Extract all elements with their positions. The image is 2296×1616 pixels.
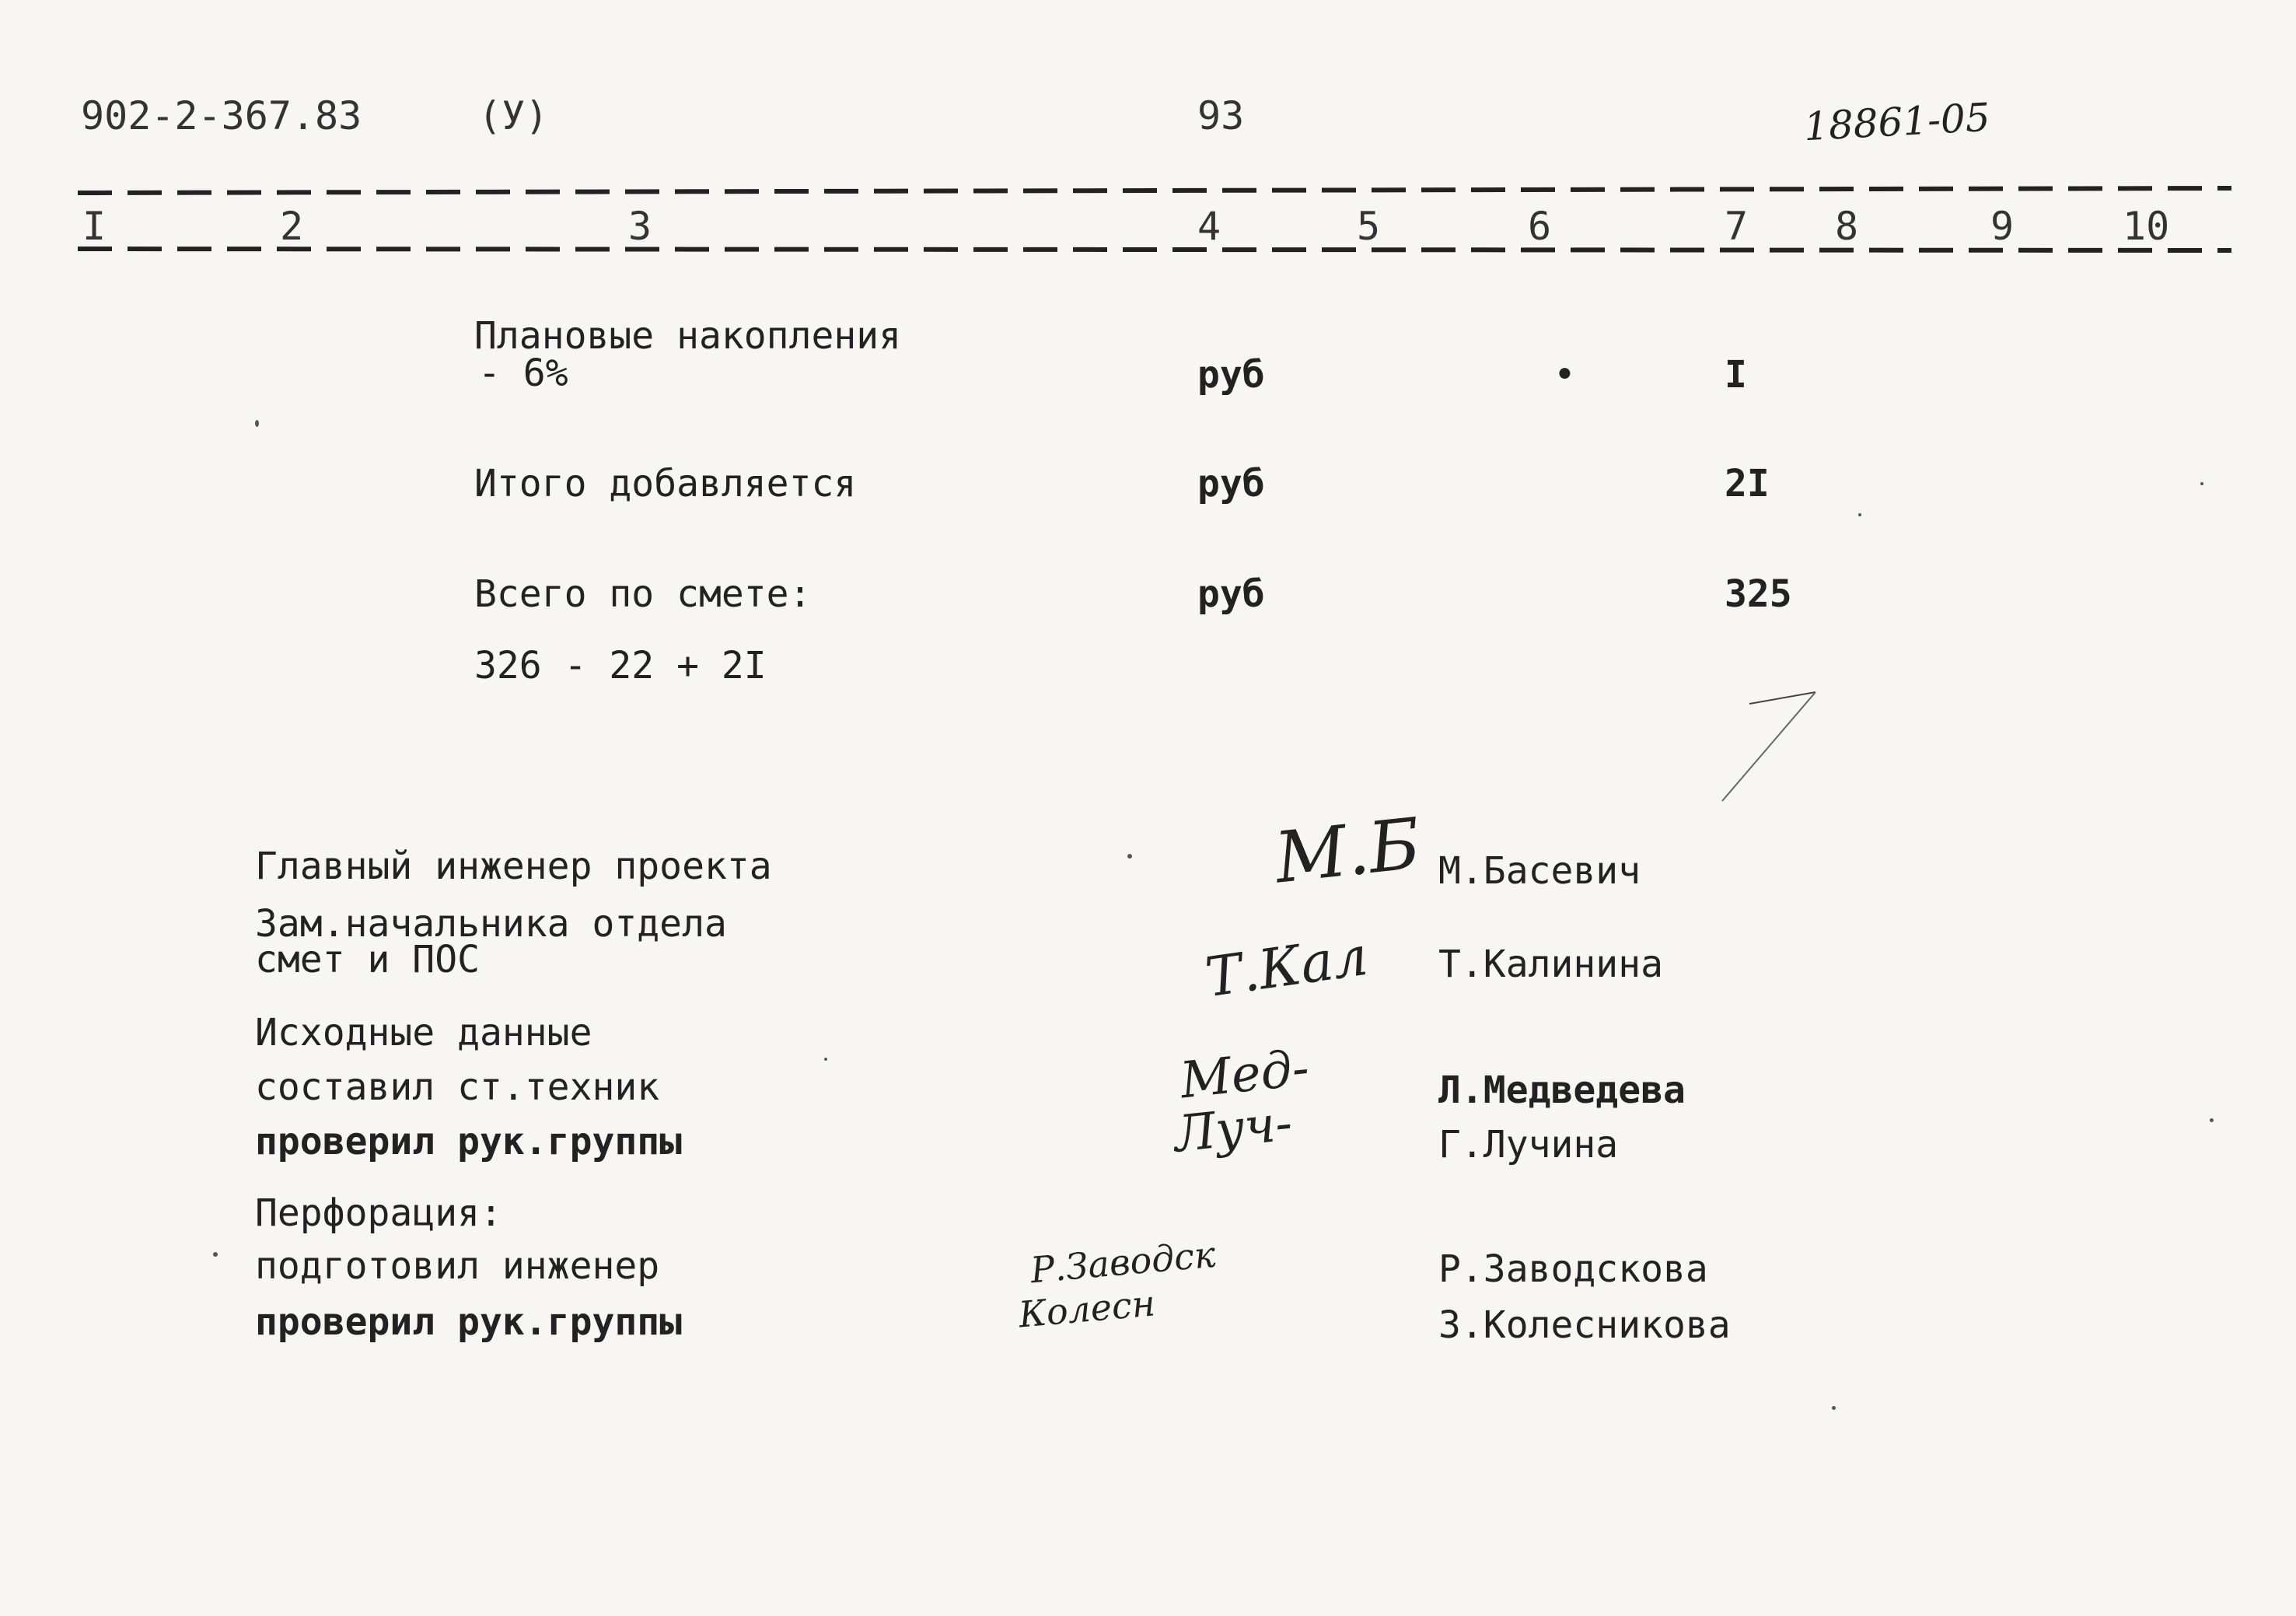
- column-number-6: 6: [1528, 204, 1552, 249]
- column-number-5: 5: [1357, 204, 1381, 249]
- document-variant: (У): [478, 93, 549, 138]
- row-unit: руб: [1197, 353, 1265, 397]
- scan-speck: [2210, 1118, 2214, 1122]
- row-unit: руб: [1197, 462, 1265, 505]
- signatory-role: подготовил инженер: [255, 1244, 660, 1288]
- column-number-2: 2: [280, 204, 304, 249]
- signatory-name: Т.Калинина: [1438, 943, 1663, 986]
- row-col6-mark: •: [1553, 353, 1576, 397]
- signature: Мед-: [1177, 1039, 1312, 1111]
- signatory-name: М.Басевич: [1438, 849, 1641, 893]
- signatory-name: Л.Медведева: [1438, 1069, 1686, 1112]
- signature: Колесн: [1016, 1282, 1157, 1336]
- row-label-continued: - 6%: [478, 352, 568, 395]
- scan-speck: [2200, 482, 2203, 485]
- row-unit: руб: [1197, 572, 1265, 616]
- row-label: Плановые накопления: [474, 314, 902, 358]
- signature: Луч-: [1171, 1094, 1295, 1164]
- column-number-7: 7: [1725, 204, 1749, 249]
- column-number-9: 9: [1990, 204, 2015, 249]
- signatory-name: Р.Заводскова: [1438, 1247, 1708, 1291]
- scan-speck: [213, 1252, 218, 1257]
- scan-speck: [824, 1058, 827, 1061]
- scan-speck: [1127, 854, 1132, 859]
- total-formula: 326 - 22 + 2I: [474, 644, 767, 687]
- signatory-role: проверил рук.группы: [255, 1300, 683, 1344]
- row-label: Всего по смете:: [474, 572, 812, 616]
- handwritten-reference: 18861-05: [1802, 94, 1991, 150]
- section-heading: Исходные данные: [255, 1011, 592, 1055]
- document-code: 902-2-367.83: [81, 93, 362, 138]
- column-number-8: 8: [1835, 204, 1859, 249]
- section-heading: Перфорация:: [255, 1191, 502, 1235]
- signature: Р.Заводск: [1029, 1233, 1218, 1292]
- row-value: 2I: [1725, 462, 1770, 505]
- row-value: I: [1725, 353, 1747, 397]
- row-label: Итого добавляется: [474, 462, 857, 505]
- signatory-role: Главный инженер проекта: [255, 845, 772, 888]
- signatory-role-continued: смет и ПОС: [255, 938, 480, 981]
- signature: М.Б: [1270, 803, 1424, 900]
- column-number-4: 4: [1197, 204, 1221, 249]
- scan-speck: [1858, 513, 1861, 516]
- signatory-name: З.Колесникова: [1438, 1303, 1731, 1347]
- row-value: 325: [1725, 572, 1792, 616]
- scan-speck: [1832, 1406, 1836, 1410]
- column-number-1: I: [82, 204, 107, 249]
- column-number-10: 10: [2123, 204, 2170, 249]
- signatory-role: Зам.начальника отдела: [255, 902, 727, 946]
- page-number: 93: [1197, 93, 1245, 138]
- scan-speck: [255, 420, 259, 427]
- signatory-role: составил ст.техник: [255, 1065, 660, 1109]
- signatory-role: проверил рук.группы: [255, 1120, 683, 1163]
- signatory-name: Г.Лучина: [1438, 1123, 1619, 1167]
- column-number-3: 3: [628, 204, 652, 249]
- signature: Т.Кал: [1201, 923, 1372, 1010]
